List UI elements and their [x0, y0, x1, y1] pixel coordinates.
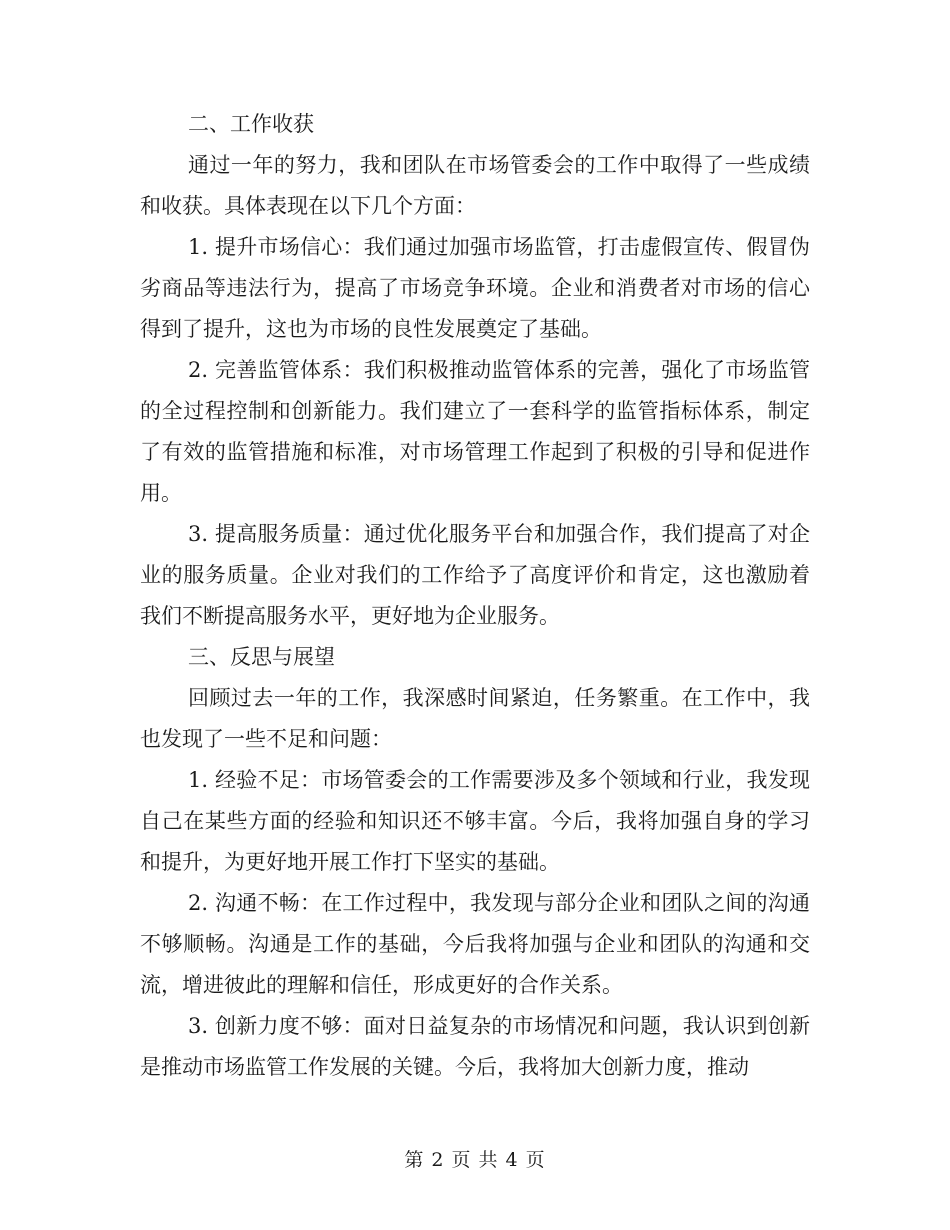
paragraph-gain-market-confidence: 1. 提升市场信心：我们通过加强市场监管，打击虚假宣传、假冒伪劣商品等违法行为，提高了市场竞争环境。企业和消费者对市场的信心得到了提升，这也为市场的良性发展奠定了基础。 [140, 235, 810, 341]
paragraph-reflection-intro: 回顾过去一年的工作，我深感时间紧迫，任务繁重。在工作中，我也发现了一些不足和问题： [140, 686, 810, 751]
section-heading-reflection: 三、反思与展望 [188, 645, 335, 669]
paragraph-gain-supervision-system: 2. 完善监管体系：我们积极推动监管体系的完善，强化了市场监管的全过程控制和创新能力。我们建立了一套科学的监管指标体系，制定了有效的监管措施和标准，对市场管理工作起到了积极的引导和促进作用。 [140, 358, 810, 505]
paragraph-issue-innovation: 3. 创新力度不够：面对日益复杂的市场情况和问题，我认识到创新是推动市场监管工作发展的关键。今后，我将加大创新力度，推动 [140, 1014, 810, 1079]
paragraph-issue-experience: 1. 经验不足：市场管委会的工作需要涉及多个领域和行业，我发现自己在某些方面的经验和知识还不够丰富。今后，我将加强自身的学习和提升，为更好地开展工作打下坚实的基础。 [140, 768, 810, 874]
paragraph-gain-service-quality: 3. 提高服务质量：通过优化服务平台和加强合作，我们提高了对企业的服务质量。企业对我们的工作给予了高度评价和肯定，这也激励着我们不断提高服务水平，更好地为企业服务。 [140, 522, 810, 628]
document-body [140, 104, 810, 1088]
paragraph-gains-intro: 通过一年的努力，我和团队在市场管委会的工作中取得了一些成绩和收获。具体表现在以下几个方面： [140, 153, 810, 218]
page-number-footer: 第 2 页 共 4 页 [404, 1149, 546, 1171]
section-heading-work-gains: 二、工作收获 [188, 112, 314, 136]
paragraph-issue-communication: 2. 沟通不畅：在工作过程中，我发现与部分企业和团队之间的沟通不够顺畅。沟通是工作的基础，今后我将加强与企业和团队的沟通和交流，增进彼此的理解和信任，形成更好的合作关系。 [140, 891, 810, 997]
